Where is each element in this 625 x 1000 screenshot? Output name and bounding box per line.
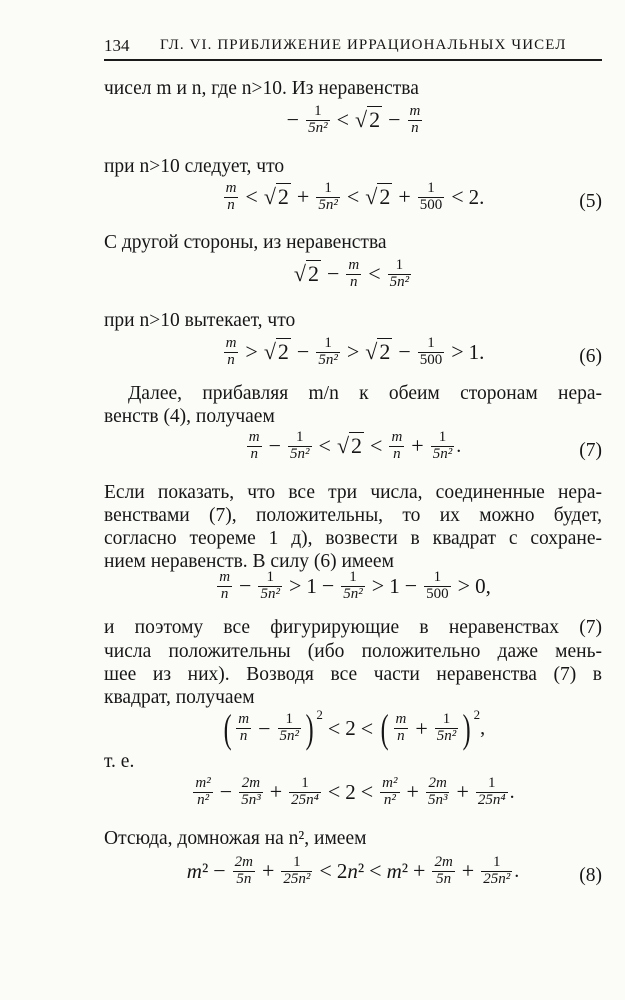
text-line: при n>10 следует, что (104, 156, 285, 177)
page-number: 134 (104, 36, 130, 55)
text-line: С другой стороны, из неравенства (104, 232, 387, 253)
inequality-display: $\frac{\text{m²}}{\text{n²}}$ − $\frac{2m}{\text{5n³}}$ + $\frac{1}{\text{25n⁴}}$ < 2 < $\frac{\text{m²}}{\text{n²}}$ + $\frac{2m}{\text{5n³}}$ + $\frac{1}{\text{25n⁴}}$ . (195, 775, 515, 808)
text-line: венств (4), получаем (104, 406, 275, 427)
running-header (104, 36, 602, 58)
text-line: т. е. (104, 751, 135, 772)
equation-number: (5) (579, 191, 602, 212)
text-line: венствами (7), положительны, то их можно будет, (104, 505, 602, 526)
inequality-display: ( $\frac{m}{n}$ − $\frac{1}{\text{5n²}}$ ) $^2$< 2 < ( $\frac{m}{n}$ + $\frac{1}{\text{5n²}}$ ) $^2$, (223, 706, 486, 751)
header-rule (104, 59, 602, 61)
text-line: нием неравенств. В силу (6) имеем (104, 551, 394, 572)
text-line: Далее, прибавляя m/n к обеим сторонам нера- (128, 383, 602, 404)
text-line: при n>10 вытекает, что (104, 310, 296, 331)
equation-5: $\frac{m}{n}$ < √2 + $\frac{1}{\text{5n²}}$ < √2 + $\frac{1}{500}$ < 2. (5) (225, 180, 602, 213)
equation-number: (7) (579, 440, 602, 461)
inequality-display: $\frac{m}{n}$ − $\frac{1}{\text{5n²}}$ > 1 − $\frac{1}{\text{5n²}}$ > 1 − $\frac{1}{500}$ > 0, (219, 569, 491, 602)
inequality-display: √2 − $\frac{m}{n}$ < $\frac{1}{\text{5n²}}$ (293, 257, 410, 290)
equation-number: (6) (579, 346, 602, 367)
text-line: числа положительны (ибо положительно даже мень- (104, 641, 602, 662)
equation-number: (8) (579, 865, 602, 886)
inequality-display: − $\frac{1}{\text{5n²}}$ < √2 − $\frac{m}{n}$ (286, 103, 421, 136)
equation-7: $\frac{m}{n}$ − $\frac{1}{\text{5n²}}$ < √2 < $\frac{m}{n}$ + $\frac{1}{\text{5n²}}$ . (7) (248, 429, 602, 462)
equation-8: m² − $\frac{2m}{5n}$ + $\frac{1}{\text{25n²}}$ < 2n² < m² + $\frac{2m}{5n}$ + $\frac{1}{\text{25n²}}$ . (8) (186, 854, 602, 887)
equation-6: $\frac{m}{n}$ > √2 − $\frac{1}{\text{5n²}}$ > √2 − $\frac{1}{500}$ > 1. (6) (225, 335, 602, 368)
text-line: чисел m и n, где n>10. Из неравенства (104, 78, 419, 99)
text-line: и поэтому все фигурирующие в неравенствах (7) (104, 617, 602, 638)
text-line: квадрат, получаем (104, 687, 255, 708)
text-line: Отсюда, домножая на n², имеем (104, 828, 367, 849)
text-line: согласно теореме 1 д), возвести в квадрат с сохране- (104, 528, 602, 549)
text-line: шее из них). Возводя все части неравенства (7) в (104, 664, 602, 685)
text-line: Если показать, что все три числа, соединенные нера- (104, 482, 602, 503)
running-title: ГЛ. VI. ПРИБЛИЖЕНИЕ ИРРАЦИОНАЛЬНЫХ ЧИСЕЛ (160, 37, 567, 53)
